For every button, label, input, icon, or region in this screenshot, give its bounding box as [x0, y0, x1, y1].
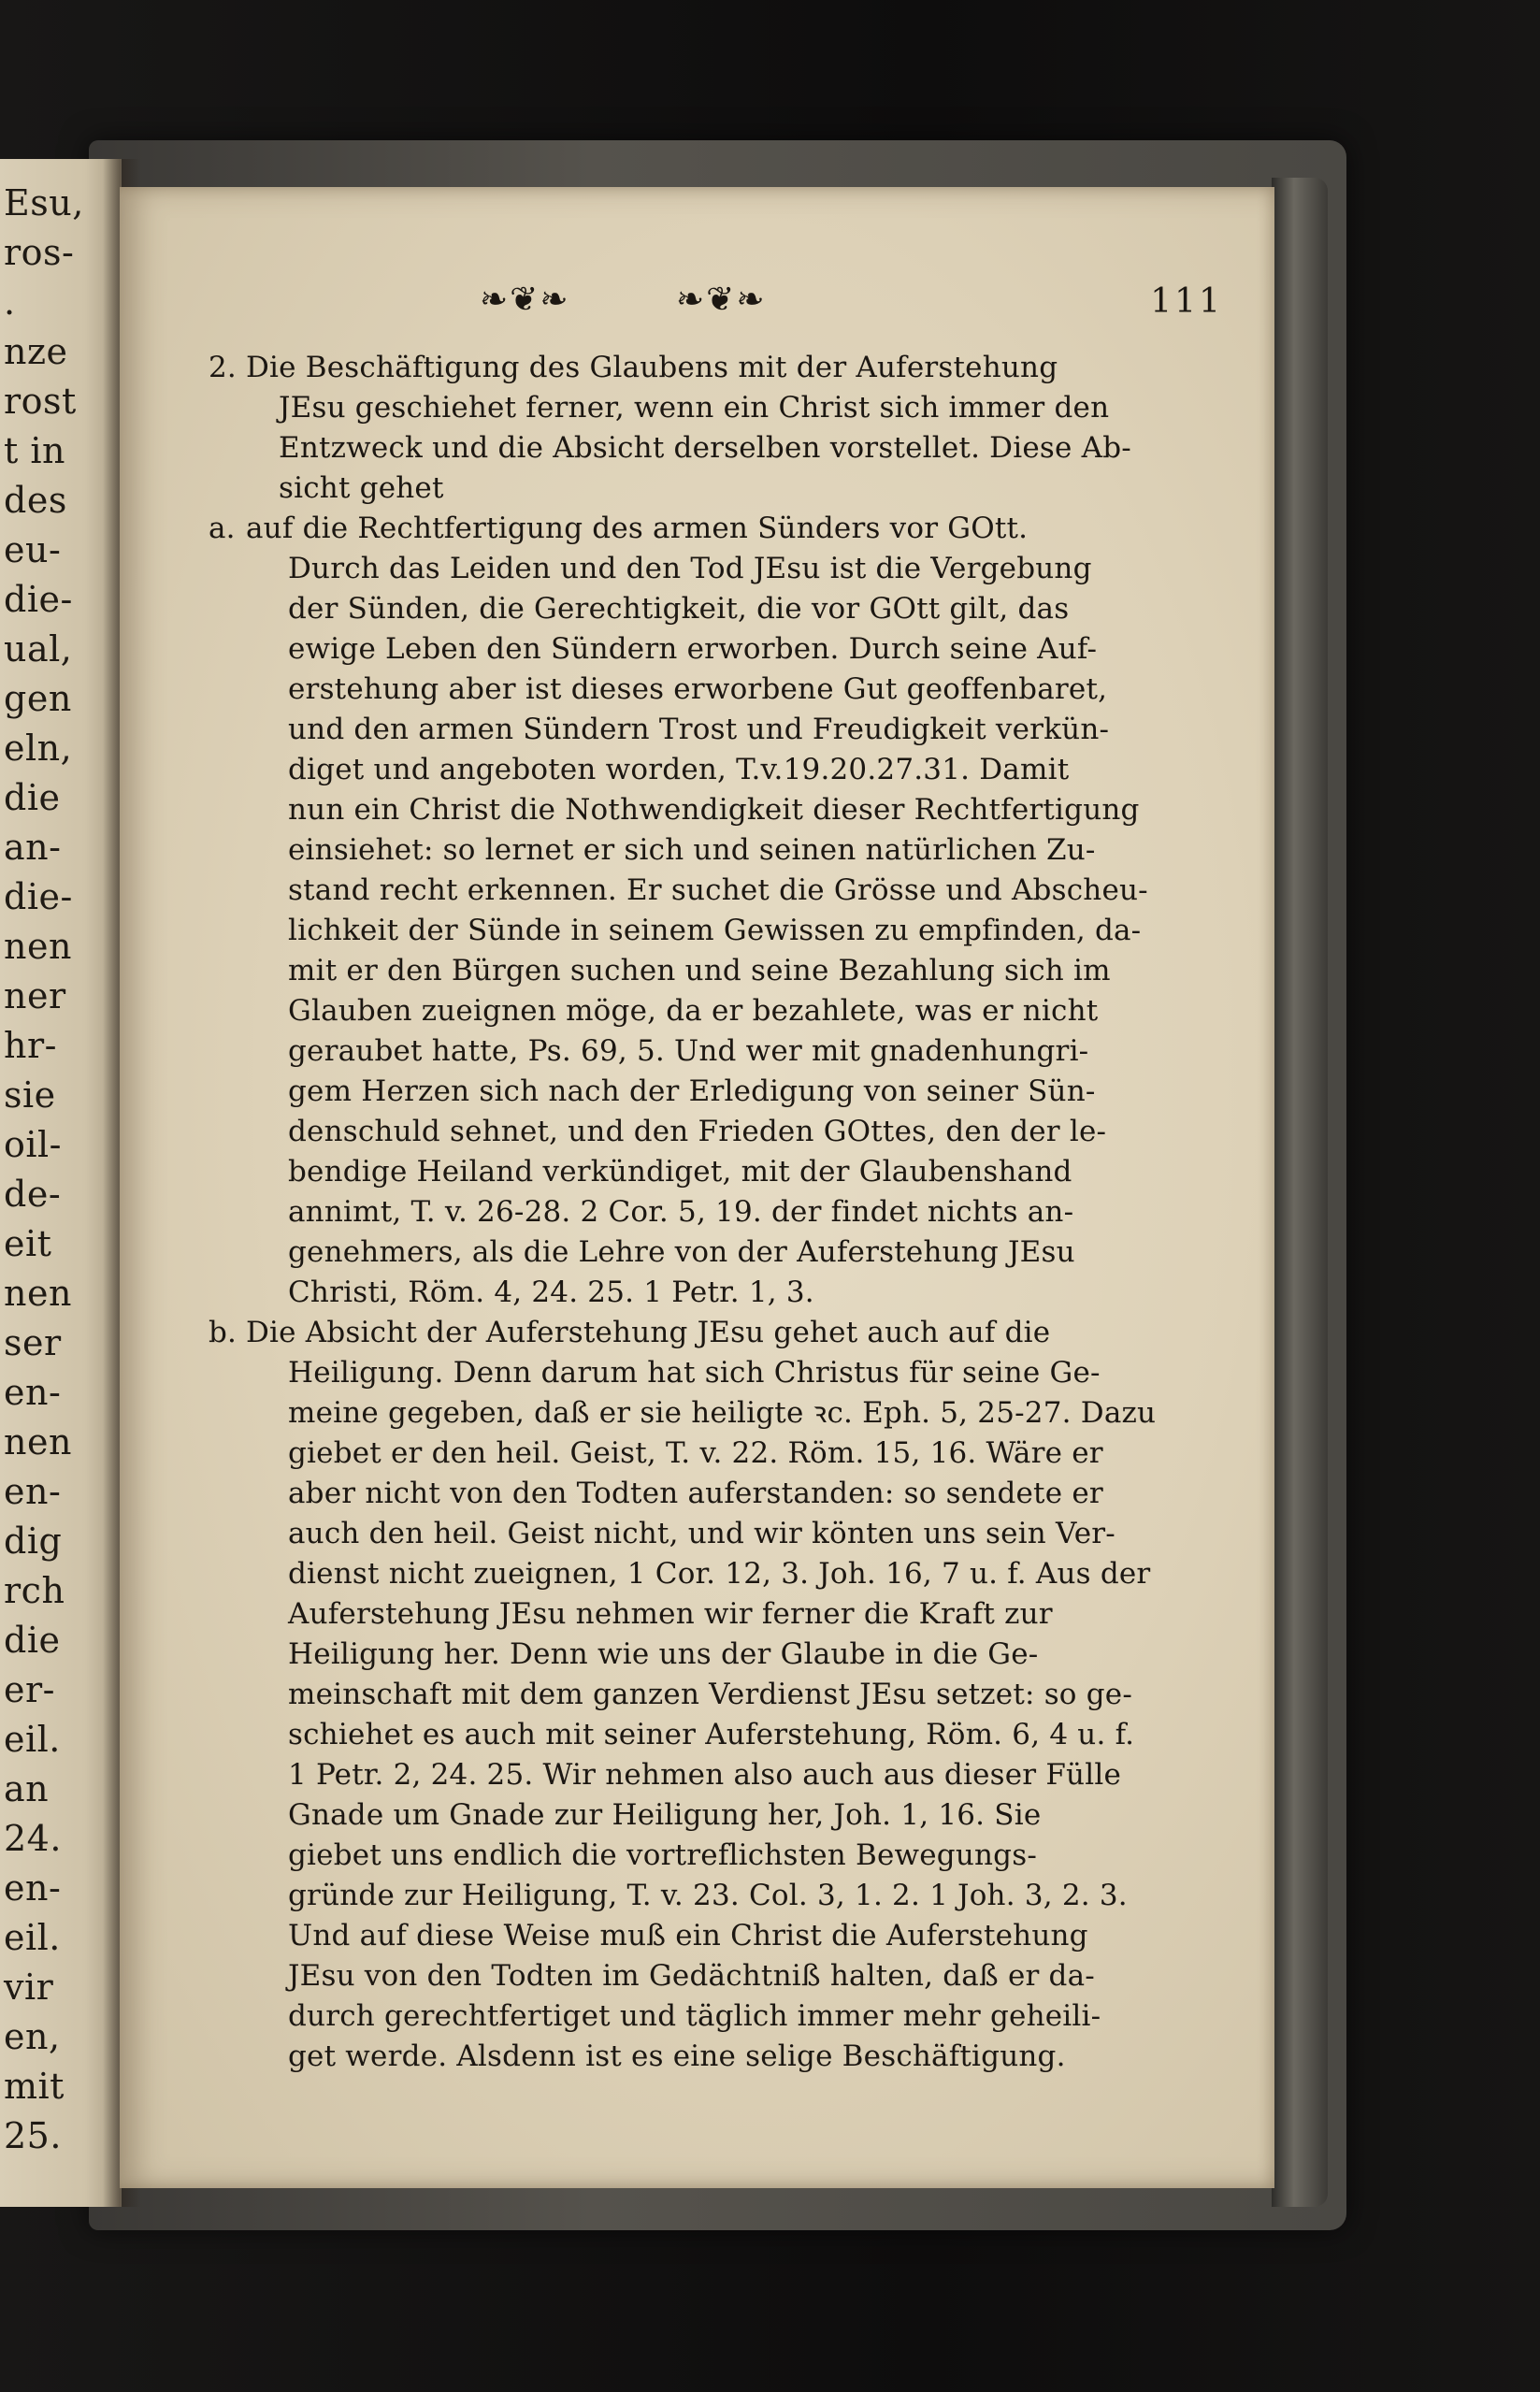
line-text: geraubet hatte, Ps. 69, 5. Und wer mit gnadenhungri- [288, 1034, 1089, 1068]
text-line [209, 468, 1223, 509]
text-line [209, 1996, 1223, 2037]
text-line [209, 991, 1223, 1031]
text-line [209, 388, 1223, 428]
line-text: meinschaft mit dem ganzen Verdienst JEsu setzet: so ge- [288, 1678, 1132, 1711]
section-marker: 2. [209, 351, 237, 384]
line-text: bendige Heiland verkündiget, mit der Glaubenshand [288, 1155, 1072, 1189]
page-content [209, 281, 1223, 2077]
body-text [209, 348, 1223, 2077]
line-text: Gnade um Gnade zur Heiligung her, Joh. 1, 16. Sie [288, 1798, 1042, 1832]
line-text: erstehung aber ist dieses erworbene Gut geoffenbaret, [288, 672, 1108, 706]
line-text: get werde. Alsdenn ist es eine selige Beschäftigung. [288, 2039, 1066, 2073]
cover-edge [1272, 178, 1328, 2207]
line-text: lichkeit der Sünde in seinem Gewissen zu empfinden, da- [288, 914, 1142, 947]
text-line [209, 1554, 1223, 1594]
left-page-fragment: nen [4, 1273, 72, 1314]
left-page-fragment: nze [4, 331, 68, 372]
left-page-fragment: ual, [4, 628, 73, 670]
line-text: Die Absicht der Auferstehung JEsu gehet auch auf die [246, 1316, 1051, 1349]
line-text: sicht gehet [279, 471, 444, 505]
text-line [209, 549, 1223, 589]
text-line [209, 1313, 1223, 1353]
line-text: giebet uns endlich die vortreflichsten Bewegungs- [288, 1838, 1038, 1872]
left-page-fragment: oil- [4, 1124, 63, 1165]
line-text: denschuld sehnet, und den Frieden GOttes, den der le- [288, 1115, 1107, 1148]
left-page-fragment: Esu, [4, 182, 84, 223]
text-line [209, 1715, 1223, 1755]
text-line [209, 1192, 1223, 1232]
page-header [209, 281, 1223, 337]
left-page-fragment: 24. [4, 1818, 62, 1859]
text-line [209, 509, 1223, 549]
text-line [209, 1434, 1223, 1474]
line-text: giebet er den heil. Geist, T. v. 22. Röm. 15, 16. Wäre er [288, 1436, 1103, 1470]
text-line [209, 2037, 1223, 2077]
line-text: Heiligung. Denn darum hat sich Christus für seine Ge- [288, 1356, 1101, 1390]
left-page-fragment: 25. [4, 2115, 62, 2156]
text-line [209, 1956, 1223, 1996]
left-page-fragment: an- [4, 827, 62, 868]
left-page-fragment: t in [4, 430, 65, 471]
left-page-fragment: gen [4, 678, 72, 719]
line-text: Christi, Röm. 4, 24. 25. 1 Petr. 1, 3. [288, 1275, 814, 1309]
line-text: Heiligung her. Denn wie uns der Glaube in die Ge- [288, 1637, 1039, 1671]
text-line [209, 1635, 1223, 1675]
line-text: auch den heil. Geist nicht, und wir könten uns sein Ver- [288, 1517, 1115, 1550]
line-text: ewige Leben den Sündern erworben. Durch seine Auf- [288, 632, 1098, 666]
line-text: aber nicht von den Todten auferstanden: so sendete er [288, 1477, 1103, 1510]
line-text: Und auf diese Weise muß ein Christ die Auferstehung [288, 1919, 1088, 1953]
left-page-fragment: dig [4, 1520, 63, 1562]
left-page-fragment: die [4, 1620, 61, 1661]
left-page-fragment: sie [4, 1074, 56, 1116]
text-line [209, 1273, 1223, 1313]
line-text: Durch das Leiden und den Tod JEsu ist die Vergebung [288, 552, 1092, 585]
section-marker: b. [209, 1316, 237, 1349]
text-line [209, 1353, 1223, 1393]
left-page-fragment: ner [4, 975, 66, 1016]
text-line [209, 629, 1223, 670]
left-page-fragment: eu- [4, 529, 62, 570]
left-page-fragment: des [4, 480, 67, 521]
text-line [209, 790, 1223, 830]
left-page-fragment: eil. [4, 1719, 61, 1760]
line-text: und den armen Sündern Trost und Freudigkeit verkün- [288, 713, 1110, 746]
text-line [209, 670, 1223, 710]
left-page-fragment: eil. [4, 1917, 61, 1958]
left-page-fragment: de- [4, 1174, 62, 1215]
left-page-fragment: en- [4, 1471, 62, 1512]
text-line [209, 1112, 1223, 1152]
text-line [209, 1594, 1223, 1635]
line-text: mit er den Bürgen suchen und seine Bezahlung sich im [288, 954, 1111, 987]
page-number: 111 [1150, 282, 1223, 321]
text-line [209, 428, 1223, 468]
text-line [209, 1474, 1223, 1514]
line-text: einsiehet: so lernet er sich und seinen natürlichen Zu- [288, 833, 1096, 867]
line-text: der Sünden, die Gerechtigkeit, die vor GOtt gilt, das [288, 592, 1070, 626]
left-page-fragment: mit [4, 2066, 65, 2107]
left-page-fragment: ser [4, 1322, 62, 1363]
text-line [209, 911, 1223, 951]
left-page-fragment: en, [4, 2016, 61, 2057]
left-page-fragment: eit [4, 1223, 52, 1264]
book-page [120, 187, 1274, 2188]
line-text: nun ein Christ die Nothwendigkeit dieser Rechtfertigung [288, 793, 1140, 827]
text-line [209, 1232, 1223, 1273]
text-line [209, 1795, 1223, 1836]
line-text: durch gerechtfertiget und täglich immer mehr geheili- [288, 1999, 1101, 2033]
left-page-fragment: nen [4, 926, 72, 967]
text-line [209, 871, 1223, 911]
text-line [209, 750, 1223, 790]
ornament-right-icon: ❧❦❧ [676, 281, 767, 319]
line-text: Auferstehung JEsu nehmen wir ferner die Kraft zur [288, 1597, 1053, 1631]
line-text: JEsu geschiehet ferner, wenn ein Christ sich immer den [279, 391, 1110, 425]
left-page-fragment: die- [4, 579, 73, 620]
text-line [209, 1755, 1223, 1795]
line-text: auf die Rechtfertigung des armen Sünders vor GOtt. [246, 512, 1029, 545]
text-line [209, 1514, 1223, 1554]
left-page-fragment: . [4, 281, 16, 323]
line-text: 1 Petr. 2, 24. 25. Wir nehmen also auch aus dieser Fülle [288, 1758, 1121, 1792]
line-text: meine gegeben, daß er sie heiligte ꝛc. Eph. 5, 25-27. Dazu [288, 1396, 1157, 1430]
text-line [209, 830, 1223, 871]
ornament-left-icon: ❧❦❧ [480, 281, 570, 319]
line-text: Die Beschäftigung des Glaubens mit der Auferstehung [246, 351, 1058, 384]
left-page-fragment: rost [4, 381, 77, 422]
line-text: stand recht erkennen. Er suchet die Grösse und Abscheu- [288, 873, 1148, 907]
section-marker: a. [209, 512, 236, 545]
text-line [209, 1876, 1223, 1916]
text-line [209, 348, 1223, 388]
left-page-fragment: eln, [4, 728, 73, 769]
text-line [209, 710, 1223, 750]
line-text: schiehet es auch mit seiner Auferstehung, Röm. 6, 4 u. f. [288, 1718, 1135, 1751]
left-page-fragment: ros- [4, 232, 75, 273]
left-page-fragment: nen [4, 1421, 72, 1463]
left-page-fragment: die- [4, 876, 73, 917]
line-text: gem Herzen sich nach der Erledigung von seiner Sün- [288, 1074, 1096, 1108]
text-line [209, 1152, 1223, 1192]
text-line [209, 1836, 1223, 1876]
text-line [209, 589, 1223, 629]
line-text: annimt, T. v. 26-28. 2 Cor. 5, 19. der findet nichts an- [288, 1195, 1074, 1229]
left-page-fragment: die [4, 777, 61, 818]
line-text: Entzweck und die Absicht derselben vorstellet. Diese Ab- [279, 431, 1131, 465]
line-text: JEsu von den Todten im Gedächtniß halten, daß er da- [288, 1959, 1095, 1993]
text-line [209, 1675, 1223, 1715]
left-page-fragment: an [4, 1768, 50, 1809]
text-line [209, 1072, 1223, 1112]
left-page-fragment: rch [4, 1570, 65, 1611]
text-line [209, 1031, 1223, 1072]
left-page-fragment: en- [4, 1867, 62, 1909]
left-page-fragment: en- [4, 1372, 62, 1413]
line-text: genehmers, als die Lehre von der Auferstehung JEsu [288, 1235, 1075, 1269]
left-page-fragment: hr- [4, 1025, 57, 1066]
line-text: gründe zur Heiligung, T. v. 23. Col. 3, 1. 2. 1 Joh. 3, 2. 3. [288, 1879, 1128, 1912]
text-line [209, 1916, 1223, 1956]
left-page-fragment: vir [4, 1967, 54, 2008]
line-text: diget und angeboten worden, T.v.19.20.27.31. Damit [288, 753, 1070, 786]
text-line [209, 1393, 1223, 1434]
left-page-fragment: er- [4, 1669, 55, 1710]
line-text: dienst nicht zueignen, 1 Cor. 12, 3. Joh. 16, 7 u. f. Aus der [288, 1557, 1151, 1591]
line-text: Glauben zueignen möge, da er bezahlete, was er nicht [288, 994, 1099, 1028]
text-line [209, 951, 1223, 991]
